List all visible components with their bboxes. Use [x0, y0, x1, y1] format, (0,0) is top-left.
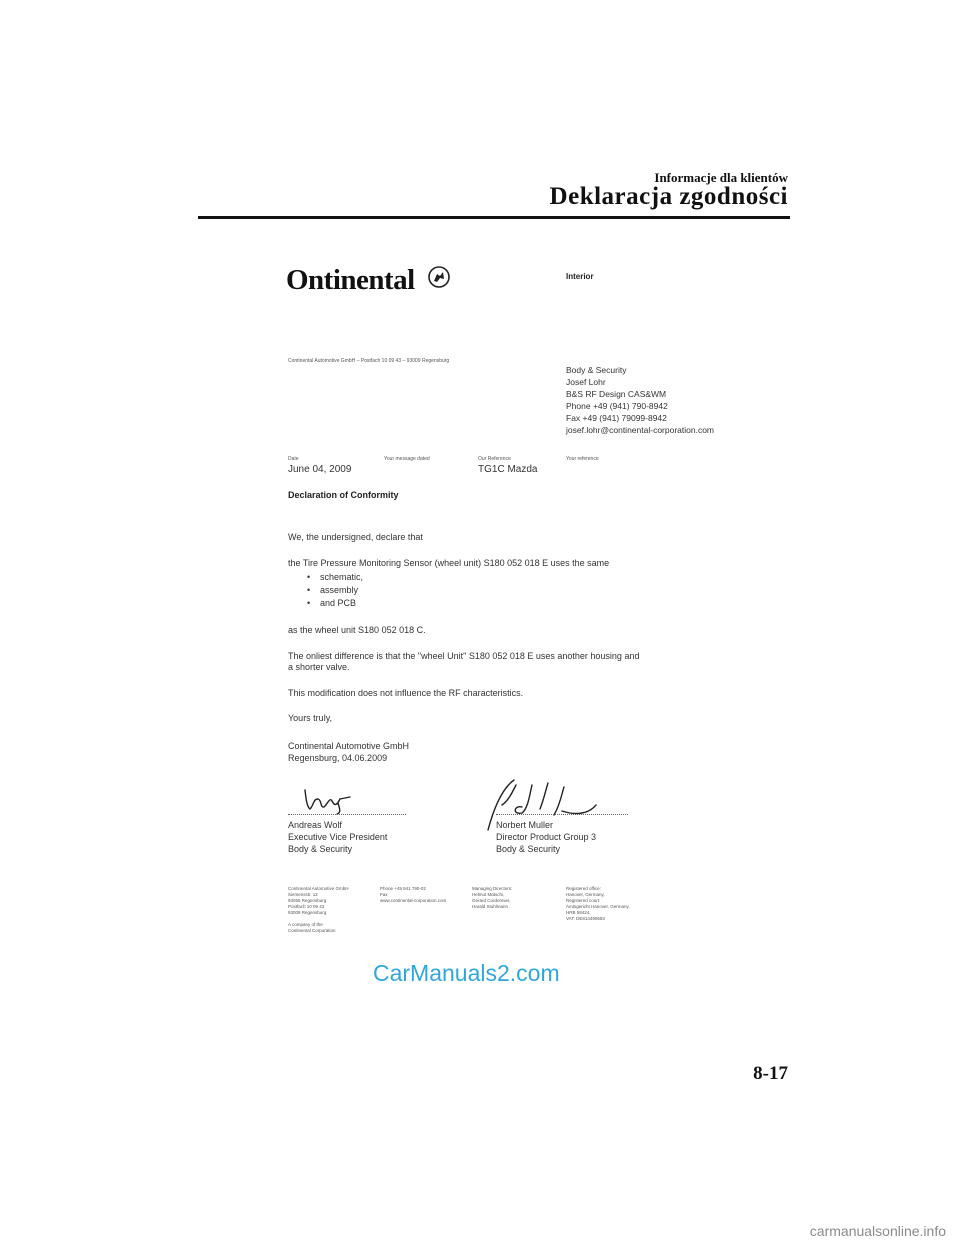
footer-line: A company of the [288, 922, 323, 927]
signature-line-left [288, 814, 406, 815]
division-label: Interior [566, 272, 594, 281]
contact-line: Josef Lohr [566, 377, 606, 387]
bullet-item: • assembly [320, 585, 358, 595]
footer-line: 93009 Regensburg [288, 910, 327, 915]
page-number: 8-17 [753, 1063, 788, 1084]
contact-line: Body & Security [566, 365, 627, 375]
your-reference-label: Your reference [566, 456, 599, 462]
footer-line: Gérard Cordonnier, [472, 898, 511, 903]
footer-line: Hanover, Germany, [566, 892, 605, 897]
footer-line: Phone +49 941 790-02 [380, 886, 426, 891]
paragraph-2: the Tire Pressure Monitoring Sensor (wheel unit) S180 052 018 E uses the same [288, 558, 610, 568]
paragraph-1: We, the undersigned, declare that [288, 532, 423, 542]
date-label: Date [288, 456, 299, 462]
bullet-item: • and PCB [320, 598, 356, 608]
letter-date: June 04, 2009 [288, 464, 352, 475]
continental-logo: Ontinental [286, 264, 415, 296]
footer-line: Helmut Matschi, [472, 892, 505, 897]
company-name: Continental Automotive GmbH [288, 741, 410, 751]
letter-subject: Declaration of Conformity [288, 490, 399, 500]
our-reference-label: Our Reference [478, 456, 511, 462]
paragraph-4-line-1: The onliest difference is that the "wheel Unit" S180 052 018 E uses another housing and [288, 651, 640, 661]
contact-block [566, 364, 714, 436]
carmanuals-watermark: CarManuals2.com [373, 960, 560, 986]
footer-line: www.continental-corporation.com [380, 898, 447, 903]
contact-email: josef.lohr@continental-corporation.com [566, 425, 715, 435]
contact-line: Phone +49 (941) 790-8942 [566, 401, 668, 411]
footer-col-contact [380, 886, 446, 904]
signature-left [300, 785, 360, 815]
signer-dept: Body & Security [496, 844, 561, 854]
footer-line: Continental Corporation [288, 928, 336, 933]
footer-col-address [288, 886, 349, 934]
footer-line: Amtsgericht Hanover, Germany, [566, 904, 630, 909]
signer-left [288, 819, 387, 855]
footer-line: 93055 Regensburg [288, 898, 327, 903]
footer-line: Registered court: [566, 898, 601, 903]
sender-line: Continental Automotive GmbH – Postfach 10 09 43 – 93009 Regensburg [288, 358, 450, 364]
signer-title: Director Product Group 3 [496, 832, 597, 842]
section-subtitle: Informacje dla klientów [654, 170, 788, 185]
signature-line-right [496, 814, 628, 815]
footer-line: HRB 58424, [566, 910, 591, 915]
footer-line: VAT: DE814490683 [566, 916, 605, 921]
header-rule [198, 216, 790, 219]
page-title: Deklaracja zgodności [549, 183, 788, 210]
signer-dept: Body & Security [288, 844, 353, 854]
footer-line: Siemensstr. 12 [288, 892, 318, 897]
your-message-label: Your message dated [384, 456, 430, 462]
signer-title: Executive Vice President [288, 832, 388, 842]
site-watermark: carmanualsonline.info [809, 1223, 946, 1239]
closing: Yours truly, [288, 713, 333, 723]
our-reference: TG1C Mazda [478, 464, 538, 475]
footer-col-directors [472, 886, 512, 910]
footer-line: Registered office: [566, 886, 601, 891]
bullet-item: • schematic, [320, 572, 363, 582]
place-date: Regensburg, 04.06.2009 [288, 753, 388, 763]
horse-emblem-icon [428, 266, 450, 288]
signer-right [496, 819, 596, 855]
signer-name: Norbert Muller [496, 820, 554, 830]
footer-line: Continental Automotive GmbH [288, 886, 349, 891]
paragraph-4-line-2: a shorter valve. [288, 662, 350, 672]
footer-col-registry [566, 886, 630, 922]
contact-line: B&S RF Design CAS&WM [566, 389, 667, 399]
signer-name: Andreas Wolf [288, 820, 342, 830]
footer-line: Fax [380, 892, 388, 897]
footer-line: Harald Stuhlmann [472, 904, 509, 909]
footer-line: Managing Directors: [472, 886, 513, 891]
footer-line: Postfach 10 09 43 [288, 904, 325, 909]
contact-line: Fax +49 (941) 79099-8942 [566, 413, 667, 423]
paragraph-5: This modification does not influence the RF characteristics. [288, 688, 524, 698]
paragraph-3: as the wheel unit S180 052 018 C. [288, 625, 426, 635]
